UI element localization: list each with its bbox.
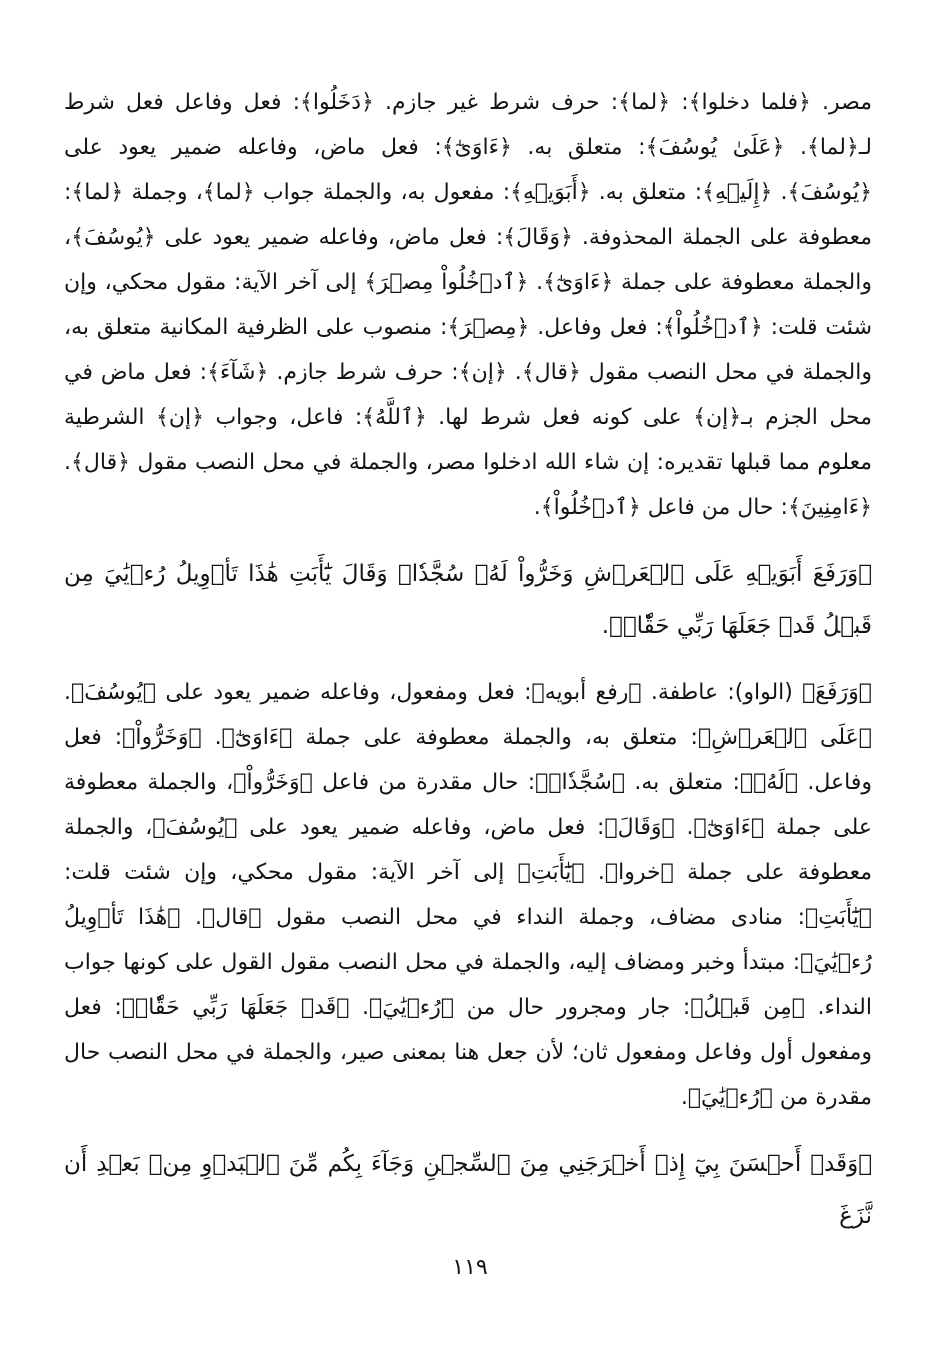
commentary-paragraph-1: مصر. ﴿فلما دخلوا﴾: ﴿لما﴾: حرف شرط غير جازم. ﴿دَخَلُوا﴾: فعل وفاعل فعل شرط لـ﴿لما﴾. ﴿عَلَىٰ يُوسُفَ﴾: متعلق به. ﴿ءَاوَىٰٓ﴾: فعل ماض، وفاعله ضمير يعود على ﴿يُوسُفَ﴾. ﴿إِلَيۡهِ﴾: متعلق به. ﴿أَبَوَيۡهِ﴾: مفعول به، والجملة جواب ﴿لما﴾، وجملة ﴿لما﴾: معطوفة على الجملة المحذوفة. ﴿وَقَالَ﴾: فعل ماض، وفاعله ضمير يعود على ﴿يُوسُفَ﴾، والجملة معطوفة على جملة ﴿ءَاوَىٰٓ﴾. ﴿ٱدۡخُلُواْ مِصۡرَ﴾ إلى آخر الآية: مقول محكي، وإن شئت قلت: ﴿ٱدۡخُلُواْ﴾: فعل وفاعل. ﴿مِصۡرَ﴾: منصوب على الظرفية المكانية متعلق به، والجملة في محل النصب مقول ﴿قال﴾. ﴿إن﴾: حرف شرط جازم. ﴿شَآءَ﴾: فعل ماض في محل الجزم بـ﴿إن﴾ على كونه فعل شرط لها. ﴿ٱللَّهُ﴾: فاعل، وجواب ﴿إن﴾ الشرطية معلوم مما قبلها تقديره: إن شاء الله ادخلوا مصر، والجملة في محل النصب مقول ﴿قال﴾. ﴿ءَامِنِينَ﴾: حال من فاعل ﴿ٱدۡخُلُواْ﴾. <box>64 90 872 520</box>
quran-verse-2: ﴿وَقَدۡ أَحۡسَنَ بِيٓ إِذۡ أَخۡرَجَنِي مِنَ ٱلسِّجۡنِ وَجَآءَ بِكُم مِّنَ ٱلۡبَدۡوِ مِنۢ بَعۡدِ أَن نَّزَغَ <box>64 1151 872 1229</box>
page-body <box>64 80 872 1260</box>
page-number: ١١٩ <box>452 1255 488 1280</box>
quran-verse-1: ﴿وَرَفَعَ أَبَوَيۡهِ عَلَى ٱلۡعَرۡشِ وَخَرُّواْ لَهُۥ سُجَّدٗاۖ وَقَالَ يَٰٓأَبَتِ هَٰذَا تَأۡوِيلُ رُءۡيَٰيَ مِن قَبۡلُ قَدۡ جَعَلَهَا رَبِّي حَقّٗاۖ﴾. <box>64 561 872 639</box>
commentary-paragraph-2: ﴿وَرَفَعَ﴾ (الواو): عاطفة. ﴿رفع أبويه﴾: فعل ومفعول، وفاعله ضمير يعود على ﴿يُوسُفَ﴾. ﴿عَلَى ٱلۡعَرۡشِ﴾: متعلق به، والجملة معطوفة على جملة ﴿ءَاوَىٰٓ﴾. ﴿وَخَرُّواْ﴾: فعل وفاعل. ﴿لَهُۥ﴾: متعلق به. ﴿سُجَّدٗاۖ﴾: حال مقدرة من فاعل ﴿وَخَرُّواْ﴾، والجملة معطوفة على جملة ﴿ءَاوَىٰٓ﴾. ﴿وَقَالَ﴾: فعل ماض، وفاعله ضمير يعود على ﴿يُوسُفَ﴾، والجملة معطوفة على جملة ﴿خروا﴾. ﴿يَٰٓأَبَتِ﴾ إلى آخر الآية: مقول محكي، وإن شئت قلت: ﴿يَٰٓأَبَتِ﴾: منادى مضاف، وجملة النداء في محل النصب مقول ﴿قال﴾. ﴿هَٰذَا تَأۡوِيلُ رُءۡيَٰيَ﴾: مبتدأ وخبر ومضاف إليه، والجملة في محل النصب مقول القول على كونها جواب النداء. ﴿مِن قَبۡلُ﴾: جار ومجرور حال من ﴿رُءۡيَٰيَ﴾. ﴿قَدۡ جَعَلَهَا رَبِّي حَقّٗاۖ﴾: فعل ومفعول أول وفاعل ومفعول ثان؛ لأن جعل هنا بمعنى صير، والجملة في محل النصب حال مقدرة من ﴿رُءۡيَٰيَ﴾. <box>64 680 872 1110</box>
